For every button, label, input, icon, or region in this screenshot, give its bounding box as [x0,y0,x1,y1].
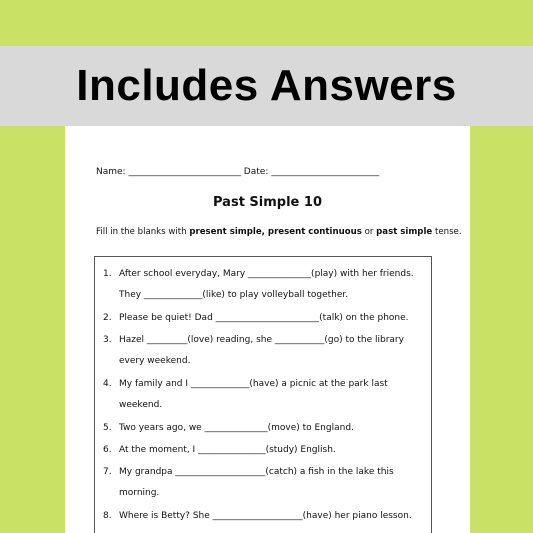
questions-box [94,256,432,533]
question-number: 6. [103,445,112,455]
question-3 [103,335,433,366]
question-number: 3. [103,335,112,345]
question-4 [103,379,433,410]
question-7 [103,467,433,498]
question-text: My family and I _____________(have) a picnic at the park last [119,379,388,389]
banner [0,46,533,126]
worksheet-title: Past Simple 10 [213,195,322,210]
question-8 [103,511,433,521]
question-number: 2. [103,313,112,323]
question-text-continued: weekend. [119,400,163,410]
tense-present-simple: present simple [189,227,262,237]
question-number: 5. [103,423,112,433]
question-text: After school everyday, Mary ______________(play) with her friends. [119,269,414,279]
question-number: 4. [103,379,112,389]
instructions-or: or [361,227,377,237]
question-text: Where is Betty? She ____________________(have) her piano lesson. [119,511,412,521]
banner-title: Includes Answers [76,61,457,110]
question-number: 1. [103,269,112,279]
instructions [96,227,462,237]
question-number: 7. [103,467,112,477]
question-2 [103,313,433,323]
question-text-continued: They _____________(like) to play volleyball together. [119,290,349,300]
question-number: 8. [103,511,112,521]
worksheet-page [65,126,470,533]
tense-past-simple: past simple [376,227,433,237]
name-date-line: Name: _________________________ Date: ________________________ [96,167,380,177]
instructions-comma: , [261,227,268,237]
question-text: Two years ago, we ______________(move) to England. [119,423,354,433]
question-text: Please be quiet! Dad _______________________(talk) on the phone. [119,313,409,323]
question-text: At the moment, I _______________(study) English. [119,445,336,455]
question-text: Hazel _________(love) reading, she ___________(go) to the library [119,335,404,345]
question-6 [103,445,433,455]
question-5 [103,423,433,433]
question-1 [103,269,433,300]
question-text: My grandpa ____________________(catch) a fish in the lake this [119,467,394,477]
instructions-suffix: tense. [432,227,462,237]
question-text-continued: every weekend. [119,356,191,366]
tense-present-continuous: present continuous [267,227,362,237]
instructions-text: Fill in the blanks with [96,227,190,237]
question-text-continued: morning. [119,488,160,498]
